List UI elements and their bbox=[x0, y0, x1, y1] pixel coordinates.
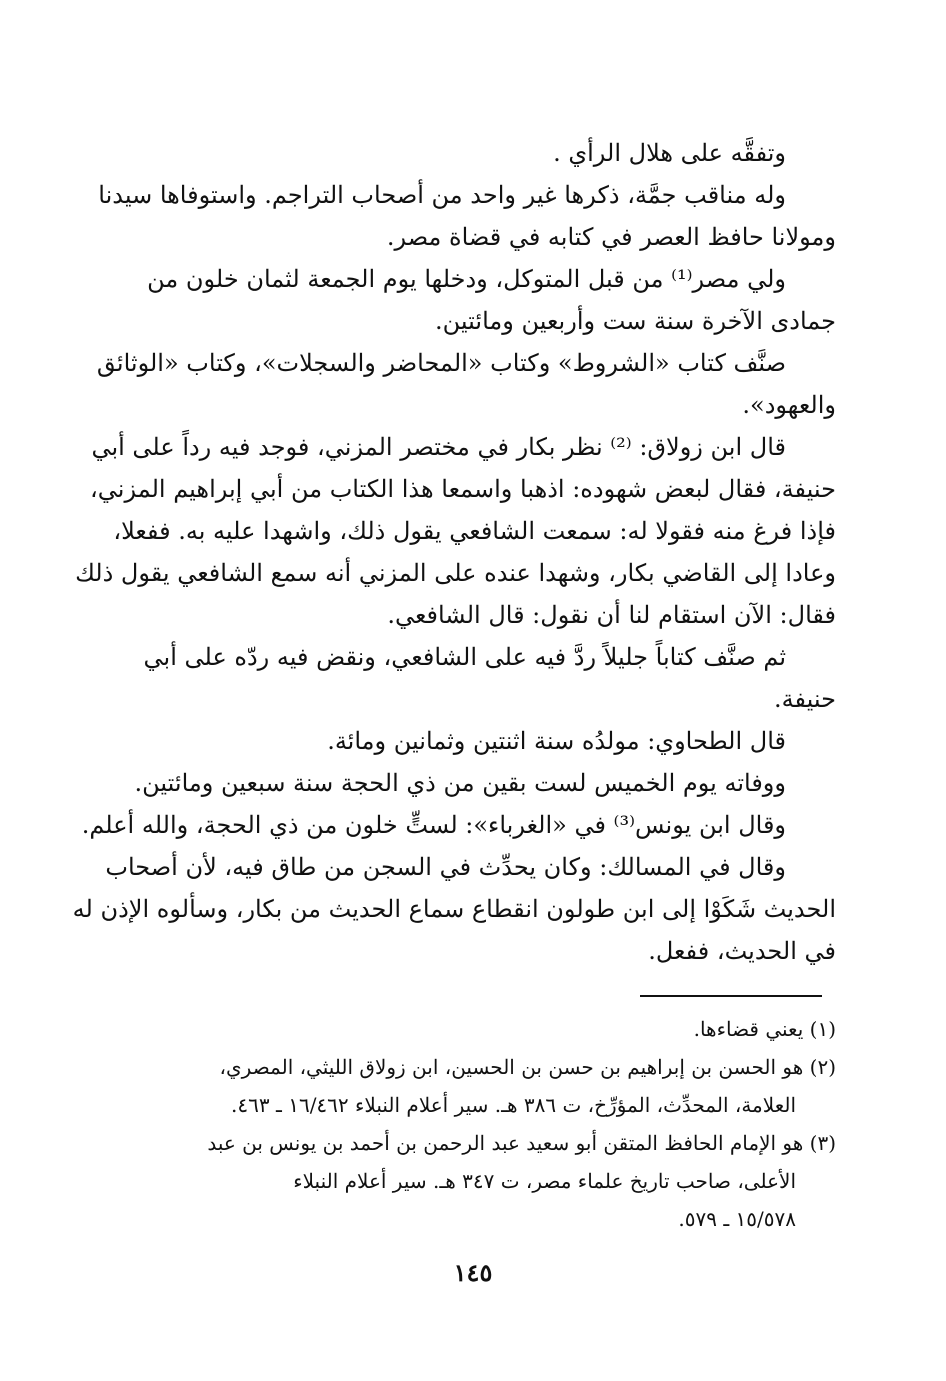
paragraph-6 bbox=[104, 636, 836, 720]
footnote-line: (١) يعني قضاءها. bbox=[693, 1017, 836, 1041]
text-line: فقال: الآن استقام لنا أن نقول: قال الشافعي. bbox=[387, 601, 836, 629]
text-line: في الحديث، ففعل. bbox=[648, 937, 836, 965]
paragraph-1 bbox=[104, 132, 836, 174]
footnote-3 bbox=[104, 1124, 836, 1238]
text-line: ووفاته يوم الخميس لست بقين من ذي الحجة سنة سبعين ومائتين. bbox=[134, 769, 786, 797]
paragraph-4 bbox=[96, 342, 836, 426]
page-number: ١٤٥ bbox=[453, 1258, 493, 1287]
text-line: جمادى الآخرة سنة ست وأربعين ومائتين. bbox=[435, 307, 836, 335]
paragraph-10 bbox=[72, 846, 836, 972]
text-line: وقال في المسالك: وكان يحدِّث في السجن من طاق فيه، لأن أصحاب bbox=[105, 853, 786, 881]
text-line: الحديث شَكَوْا إلى ابن طولون انقطاع سماع الحديث من بكار، وسألوه الإذن له bbox=[72, 895, 836, 923]
paragraph-8 bbox=[104, 762, 836, 804]
text-line: وتفقَّه على هلال الرأي . bbox=[553, 139, 786, 167]
text-line: والعهود». bbox=[742, 391, 836, 419]
text-line: ومولانا حافظ العصر في كتابه في قضاة مصر. bbox=[386, 223, 836, 251]
footnote-2 bbox=[104, 1048, 836, 1124]
text-line: ثم صنَّف كتاباً جليلاً ردَّ فيه على الشافعي، ونقض فيه ردّه على أبي bbox=[143, 643, 786, 671]
footnotes bbox=[104, 1010, 836, 1238]
footnote-line: الأعلى، صاحب تاريخ علماء مصر، ت ٣٤٧ هـ. سير أعلام النبلاء bbox=[293, 1169, 796, 1193]
text-line: وله مناقب جمَّة، ذكرها غير واحد من أصحاب التراجم. واستوفاها سيدنا bbox=[98, 181, 786, 209]
text-line: وعادا إلى القاضي بكار، وشهدا عنده على المزني أنه سمع الشافعي يقول ذلك bbox=[75, 559, 836, 587]
footnote-separator bbox=[640, 995, 822, 997]
footnote-line: (٣) هو الإمام الحافظ المتقن أبو سعيد عبد الرحمن بن أحمد بن يونس بن عبد bbox=[207, 1131, 836, 1155]
text-line: وقال ابن يونس⁽³⁾ في «الغرباء»: لستٍّ خلون من ذي الحجة، والله أعلم. bbox=[81, 811, 786, 839]
text-line: فإذا فرغ منه فقولا له: سمعت الشافعي يقول ذلك، واشهدا عليه به. ففعلا، bbox=[113, 517, 836, 545]
text-line: قال الطحاوي: مولدُه سنة اثنتين وثمانين ومائة. bbox=[327, 727, 786, 755]
footnote-line: (٢) هو الحسن بن إبراهيم بن حسن بن الحسين، ابن زولاق الليثي، المصري، bbox=[219, 1055, 836, 1079]
paragraph-7 bbox=[104, 720, 836, 762]
footnote-line: العلامة، المحدِّث، المؤرِّخ، ت ٣٨٦ هـ. سير أعلام النبلاء ١٦/٤٦٢ ـ ٤٦٣. bbox=[231, 1093, 796, 1117]
main-text bbox=[72, 132, 836, 972]
footnote-line: ١٥/٥٧٨ ـ ٥٧٩. bbox=[678, 1207, 796, 1231]
paragraph-5 bbox=[75, 426, 836, 636]
paragraph-2 bbox=[98, 174, 836, 258]
paragraph-9 bbox=[81, 804, 836, 846]
text-line: صنَّف كتاب «الشروط» وكتاب «المحاضر والسجلات»، وكتاب «الوثائق bbox=[96, 349, 786, 377]
paragraph-3 bbox=[104, 258, 836, 342]
footnote-1 bbox=[104, 1010, 836, 1048]
text-line: قال ابن زولاق: ⁽²⁾ نظر بكار في مختصر المزني، فوجد فيه رداً على أبي bbox=[91, 433, 786, 461]
text-line: ولي مصر⁽¹⁾ من قبل المتوكل، ودخلها يوم الجمعة لثمان خلون من bbox=[147, 265, 786, 293]
text-line: حنيفة. bbox=[774, 685, 836, 713]
text-line: حنيفة، فقال لبعض شهوده: اذهبا واسمعا هذا الكتاب من أبي إبراهيم المزني، bbox=[90, 475, 836, 503]
